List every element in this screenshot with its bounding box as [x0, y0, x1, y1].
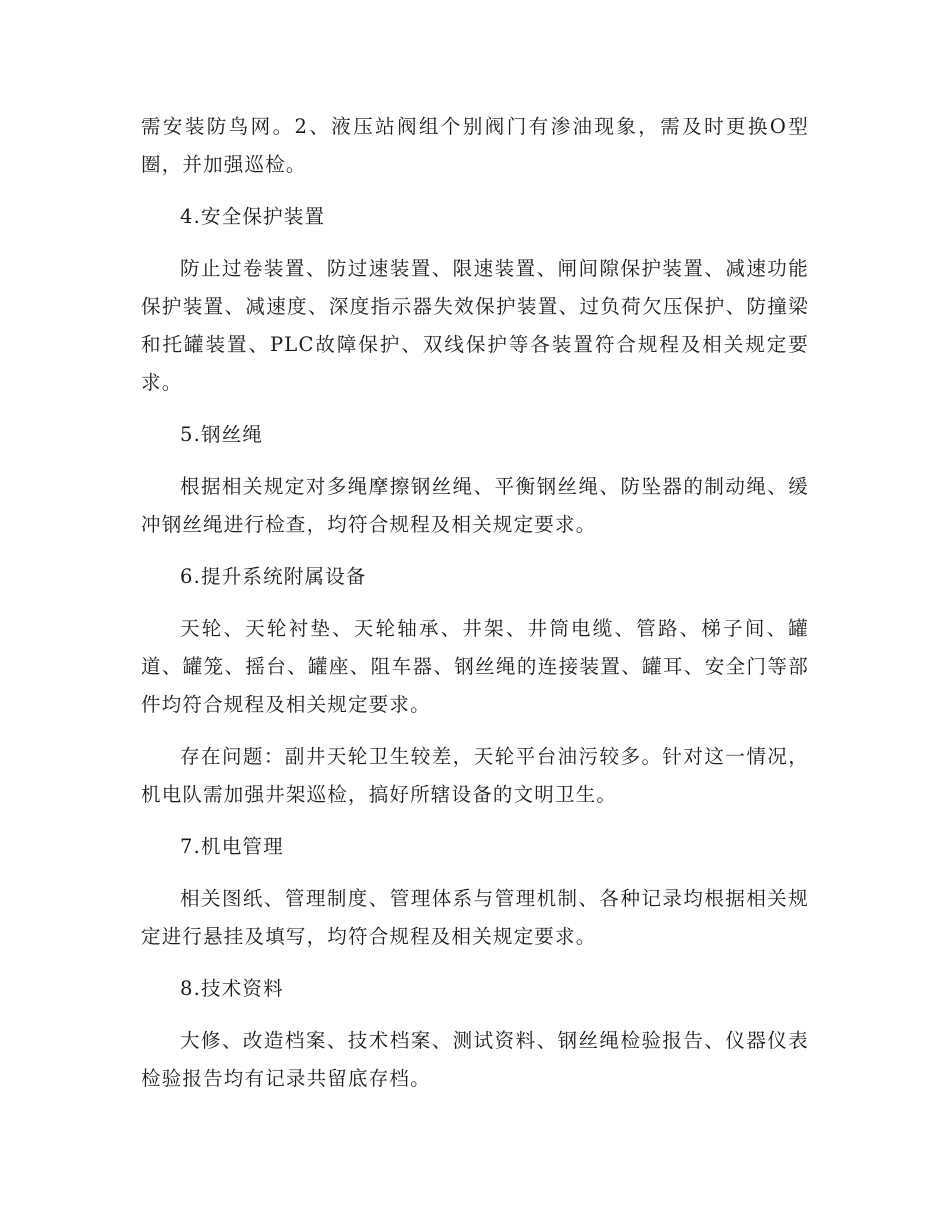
- paragraph-continuation: 需安装防鸟网。2、液压站阀组个别阀门有渗油现象，需及时更换O型圈，并加强巡检。: [141, 115, 809, 176]
- section-heading-technical-documents: 8.技术资料: [180, 977, 284, 1000]
- paragraph-electromechanical-management: 相关图纸、管理制度、管理体系与管理机制、各种记录均根据相关规定进行悬挂及填写，均符合规程及相关规定要求。: [141, 887, 809, 948]
- section-heading-electromechanical-management: 7.机电管理: [180, 835, 284, 858]
- paragraph-safety-devices: 防止过卷装置、防过速装置、限速装置、闸间隙保护装置、减速功能保护装置、减速度、深度指示器失效保护装置、过负荷欠压保护、防撞梁和托罐装置、PLC故障保护、双线保护等各装置符合规程及相关规定要求。: [141, 257, 809, 394]
- paragraph-existing-problems: 存在问题：副井天轮卫生较差，天轮平台油污较多。针对这一情况，机电队需加强井架巡检，搞好所辖设备的文明卫生。: [141, 745, 809, 806]
- section-heading-safety-devices: 4.安全保护装置: [180, 205, 326, 228]
- paragraph-wire-rope: 根据相关规定对多绳摩擦钢丝绳、平衡钢丝绳、防坠器的制动绳、缓冲钢丝绳进行检查，均符合规程及相关规定要求。: [141, 475, 809, 536]
- paragraph-auxiliary-equipment: 天轮、天轮衬垫、天轮轴承、井架、井筒电缆、管路、梯子间、罐道、罐笼、摇台、罐座、阻车器、钢丝绳的连接装置、罐耳、安全门等部件均符合规程及相关规定要求。: [141, 617, 809, 716]
- paragraph-technical-documents: 大修、改造档案、技术档案、测试资料、钢丝绳检验报告、仪器仪表检验报告均有记录共留底存档。: [141, 1029, 809, 1090]
- section-heading-wire-rope: 5.钢丝绳: [180, 423, 264, 446]
- document-body: [141, 108, 809, 1112]
- section-heading-auxiliary-equipment: 6.提升系统附属设备: [180, 565, 367, 588]
